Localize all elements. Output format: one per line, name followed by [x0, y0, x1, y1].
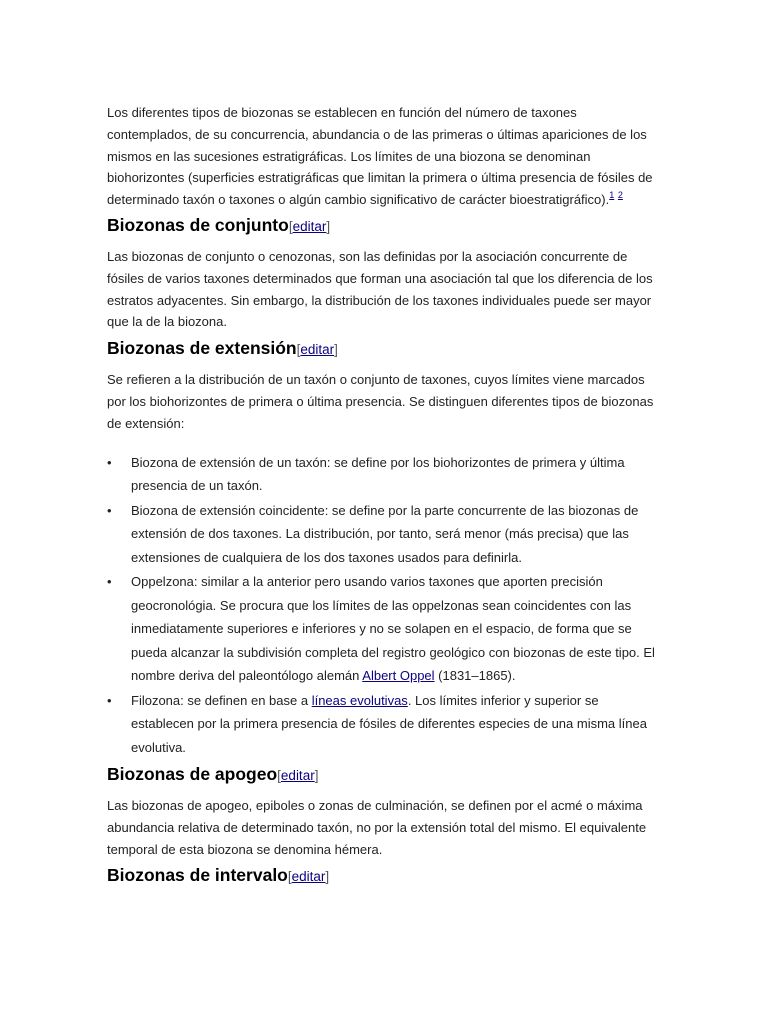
heading-apogeo-text: Biozonas de apogeo: [107, 764, 278, 785]
heading-apogeo: [107, 762, 663, 788]
edit-section-conjunto: [289, 219, 330, 234]
list-item-coincidente: [107, 499, 663, 570]
edit-section-extension: [297, 342, 338, 357]
edit-section-apogeo: [277, 768, 318, 783]
heading-conjunto-text: Biozonas de conjunto: [107, 214, 289, 235]
intro-paragraph: [107, 102, 663, 211]
bullet: •: [107, 574, 112, 590]
edit-link-apogeo[interactable]: editar: [280, 768, 315, 784]
reference-2[interactable]: [618, 190, 623, 200]
edit-link-extension[interactable]: editar: [300, 342, 335, 358]
article-body: [107, 102, 663, 889]
heading-extension: [107, 336, 663, 362]
list-item-filozona-tail: . Los límites inferior y superior se establecen por la primera presencia de fósiles de diferentes especies de una misma línea evolutiva.: [131, 692, 647, 755]
bullet: •: [107, 502, 112, 518]
heading-conjunto: [107, 213, 663, 239]
list-item-taxon-text: Biozona de extensión de un taxón: se define por los biohorizontes de primera y última presencia de un taxón.: [131, 454, 625, 494]
bracket-open: [: [277, 768, 281, 784]
heading-intervalo: [107, 863, 663, 889]
bracket-close: ]: [314, 768, 319, 784]
albert-oppel-link[interactable]: Albert Oppel: [362, 668, 435, 684]
heading-intervalo-text: Biozonas de intervalo: [107, 865, 288, 886]
edit-link-intervalo[interactable]: editar: [291, 869, 326, 885]
heading-extension-text: Biozonas de extensión: [107, 338, 297, 359]
list-item-filozona: [107, 689, 663, 760]
bullet: •: [107, 454, 112, 470]
list-item-filozona-text: Filozona: se definen en base a: [131, 692, 312, 708]
paragraph-apogeo: Las biozonas de apogeo, epiboles o zonas de culminación, se definen por el acmé o máxima abundancia relativa de determinado taxón, no por la extensión total del mismo. El equivalente temporal de esta biozona se denomina hémera.: [107, 798, 647, 857]
bracket-open: [: [296, 342, 301, 358]
bracket-close: ]: [325, 869, 330, 885]
reference-2-link[interactable]: 2: [617, 190, 623, 201]
paragraph-conjunto: Las biozonas de conjunto o cenozonas, son las definidas por la asociación concurrente de fósiles de varios taxones determinados que forman una asociación tal que los diferencia de los estratos adyacentes. Sin embargo, la distribución de los taxones individuales puede ser mayor que la de la biozona.: [107, 248, 653, 330]
bracket-close: ]: [326, 218, 331, 234]
lineas-evolutivas-link[interactable]: líneas evolutivas: [311, 692, 408, 708]
paragraph-extension: Se refieren a la distribución de un taxón o conjunto de taxones, cuyos límites viene marcados por los biohorizontes de primera o última presencia. Se distinguen diferentes tipos de biozonas de extensión:: [107, 372, 654, 431]
intro-text: Los diferentes tipos de biozonas se establecen en función del número de taxones contemplados, de su concurrencia, abundancia o de las primeras o últimas apariciones de los mismos en las sucesiones estratigráficas. Los límites de una biozona se denominan biohorizontes (superficies estratigráficas que limitan la primera o última presencia de fósiles de determinado taxón o taxones o algún cambio significativo de carácter bioestratigráfico).: [107, 105, 653, 208]
list-item-oppelzona-tail: (1831–1865).: [434, 668, 516, 684]
list-item-oppelzona: [107, 570, 663, 688]
bullet: •: [107, 692, 112, 708]
reference-1-link[interactable]: 1: [609, 190, 615, 201]
edit-section-intervalo: [288, 869, 329, 884]
bracket-open: [: [288, 218, 293, 234]
bracket-close: ]: [334, 342, 338, 358]
list-item-coincidente-text: Biozona de extensión coincidente: se define por la parte concurrente de las biozonas de extensión de dos taxones. La distribución, por tanto, será menor (más precisa) que las extensiones de cualquiera de los dos taxones usados para definirla.: [131, 502, 639, 565]
edit-link-conjunto[interactable]: editar: [292, 218, 327, 234]
list-item-taxon: [107, 451, 663, 498]
extension-types-list: [107, 451, 663, 760]
bracket-open: [: [287, 869, 292, 885]
list-item-oppelzona-text: Oppelzona: similar a la anterior pero usando varios taxones que aporten precisión geocronológia. Se procura que los límites de las oppelzonas sean coincidentes con las inmediatamente superiores e inferiores y no se solapen en el espacio, de forma que se pueda alcanzar la subdivisión completa del registro geológico con biozonas de este tipo. El nombre deriva del paleontólogo alemán: [131, 574, 655, 684]
reference-1[interactable]: [609, 190, 614, 200]
